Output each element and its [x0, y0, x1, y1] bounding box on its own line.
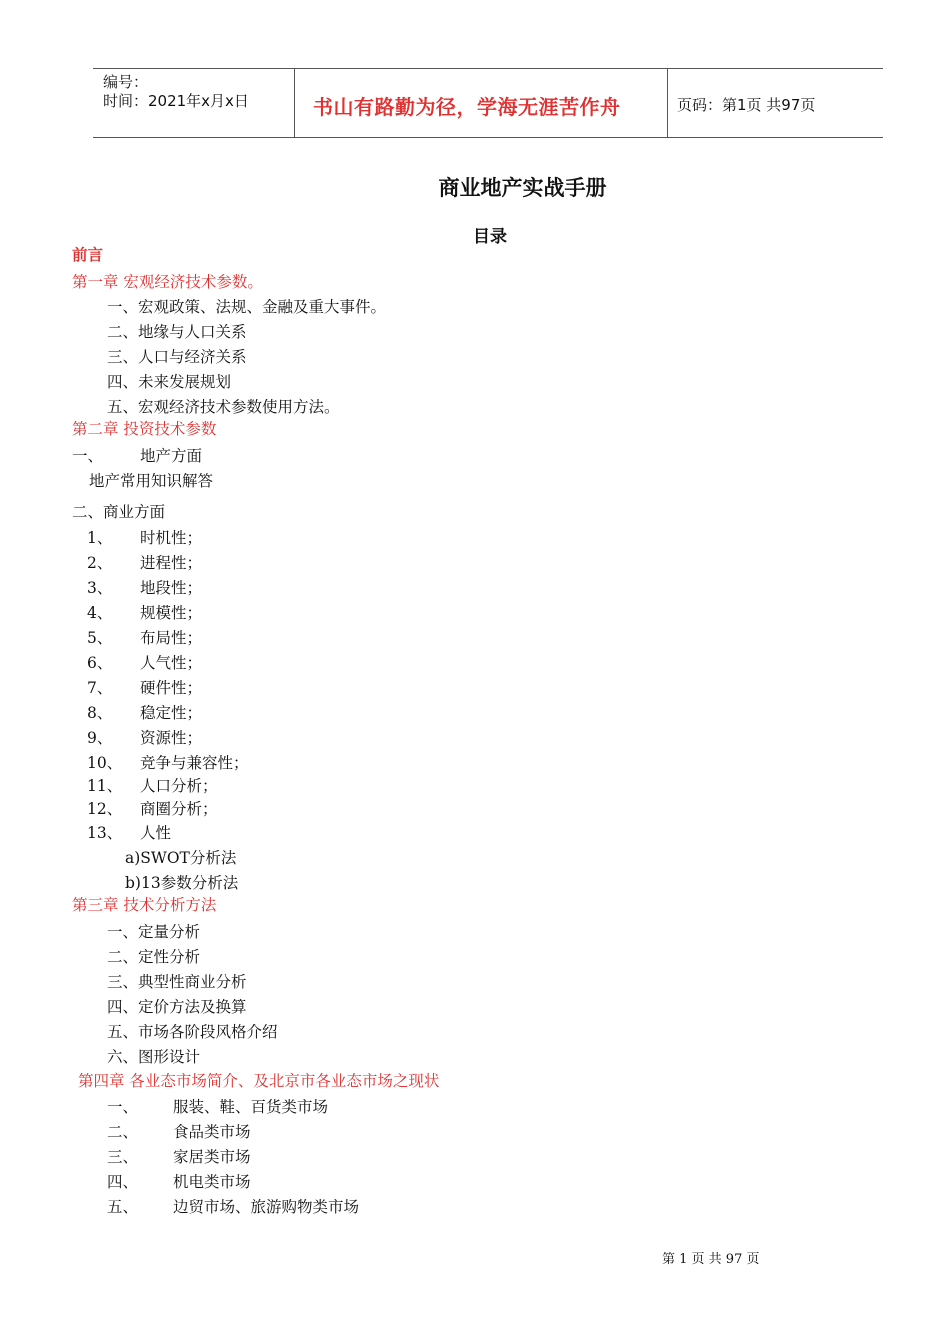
time-label: 时间：2021年x月x日	[103, 92, 249, 110]
header-divider	[294, 69, 295, 137]
toc-item-number: 一、	[72, 447, 104, 465]
toc-item: 人口分析；	[140, 777, 218, 795]
toc-item: 地产方面	[140, 447, 203, 465]
toc-item-number: 7、	[87, 679, 113, 697]
toc-item-number: 五、	[107, 1198, 139, 1216]
toc-item: 时机性；	[140, 529, 203, 547]
toc-item-number: 10、	[87, 754, 123, 772]
header-divider	[667, 69, 668, 137]
page-header	[93, 68, 883, 138]
toc-chapter-3: 第三章 技术分析方法	[72, 896, 217, 914]
toc-item-number: 四、	[107, 1173, 139, 1191]
toc-item: 二、定性分析	[107, 948, 201, 966]
toc-item: 规模性；	[140, 604, 203, 622]
toc-subitem: a)SWOT分析法	[125, 849, 237, 867]
number-label: 编号：	[103, 73, 149, 91]
toc-item-number: 12、	[87, 800, 123, 818]
toc-item-number: 4、	[87, 604, 113, 622]
toc-item: 五、市场各阶段风格介绍	[107, 1023, 278, 1041]
toc-chapter-2: 第二章 投资技术参数	[72, 420, 217, 438]
toc-item: 硬件性；	[140, 679, 203, 697]
toc-subitem: 地产常用知识解答	[89, 472, 214, 490]
toc-item-number: 三、	[107, 1148, 139, 1166]
toc-item-number: 1、	[87, 529, 113, 547]
toc-preface: 前言	[72, 246, 104, 264]
toc-item: 人性	[140, 824, 172, 842]
toc-item: 进程性；	[140, 554, 203, 572]
toc-item: 一、定量分析	[107, 923, 201, 941]
toc-item-number: 6、	[87, 654, 113, 672]
toc-item: 竞争与兼容性；	[140, 754, 249, 772]
toc-item: 服装、鞋、百货类市场	[173, 1098, 329, 1116]
toc-item: 二、地缘与人口关系	[107, 323, 247, 341]
toc-item: 一、宏观政策、法规、金融及重大事件。	[107, 298, 387, 316]
toc-item-number: 11、	[87, 777, 123, 795]
toc-item: 六、图形设计	[107, 1048, 201, 1066]
toc-chapter-4: 第四章 各业态市场简介、及北京市各业态市场之现状	[78, 1072, 440, 1090]
header-meta	[103, 73, 249, 111]
toc-item: 家居类市场	[173, 1148, 251, 1166]
toc-item: 机电类市场	[173, 1173, 251, 1191]
toc-item: 地段性；	[140, 579, 203, 597]
toc-item: 三、人口与经济关系	[107, 348, 247, 366]
page-footer: 第 1 页 共 97 页	[662, 1252, 760, 1267]
toc-item: 商圈分析；	[140, 800, 218, 818]
toc-item-number: 二、	[107, 1123, 139, 1141]
toc-item-number: 5、	[87, 629, 113, 647]
toc-chapter-1: 第一章 宏观经济技术参数。	[72, 273, 263, 291]
toc-subitem: b)13参数分析法	[125, 874, 239, 892]
toc-item: 四、定价方法及换算	[107, 998, 247, 1016]
toc-item: 人气性；	[140, 654, 203, 672]
toc-title: 目录	[473, 227, 507, 247]
toc-item: 四、未来发展规划	[107, 373, 232, 391]
toc-item: 边贸市场、旅游购物类市场	[173, 1198, 360, 1216]
toc-item-number: 2、	[87, 554, 113, 572]
toc-item: 二、商业方面	[72, 503, 166, 521]
header-page-info: 页码：第1页 共97页	[677, 96, 816, 114]
toc-item-number: 13、	[87, 824, 123, 842]
toc-item: 布局性；	[140, 629, 203, 647]
header-motto: 书山有路勤为径，学海无涯苦作舟	[313, 95, 621, 119]
toc-item-number: 9、	[87, 729, 113, 747]
toc-item: 稳定性；	[140, 704, 203, 722]
toc-item-number: 8、	[87, 704, 113, 722]
toc-item: 资源性；	[140, 729, 203, 747]
toc-item: 五、宏观经济技术参数使用方法。	[107, 398, 340, 416]
toc-item-number: 3、	[87, 579, 113, 597]
toc-item: 食品类市场	[173, 1123, 251, 1141]
document-title: 商业地产实战手册	[438, 176, 607, 200]
toc-item-number: 一、	[107, 1098, 139, 1116]
toc-item: 三、典型性商业分析	[107, 973, 247, 991]
